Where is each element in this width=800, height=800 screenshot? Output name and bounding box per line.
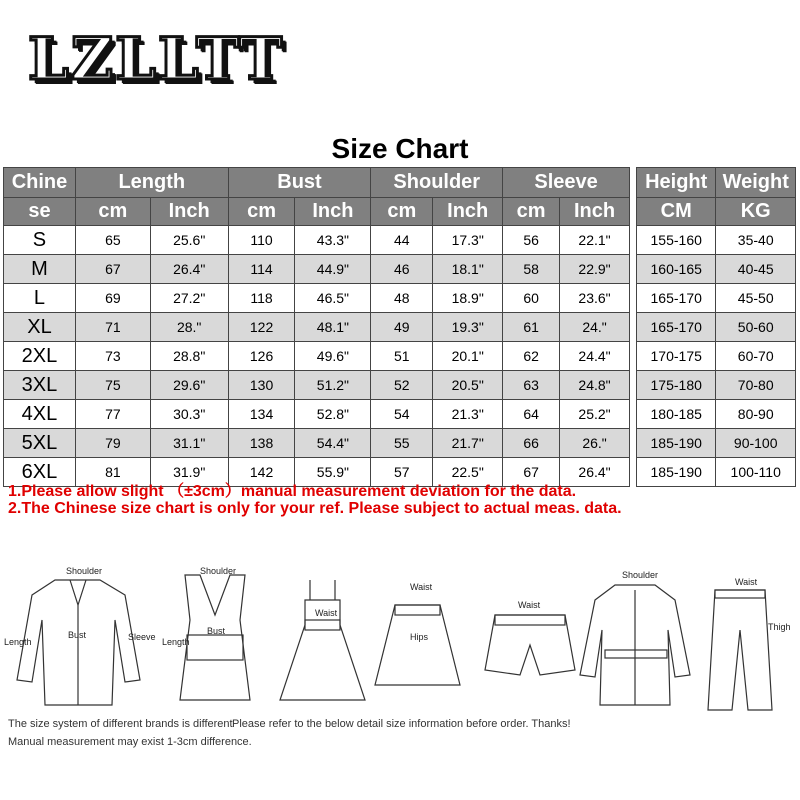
unit-header: cm — [228, 198, 295, 226]
measurement-cell: 64 — [503, 400, 560, 429]
table-row — [4, 313, 630, 342]
measurement-cell: 114 — [228, 255, 295, 284]
table-row — [4, 255, 630, 284]
table-row — [4, 342, 630, 371]
measurement-cell: 22.9" — [560, 255, 630, 284]
measurement-cell: 26." — [560, 429, 630, 458]
measurement-cell: 31.9" — [150, 458, 228, 487]
measurement-cell: 48.1" — [295, 313, 371, 342]
table-row — [4, 429, 630, 458]
shorts-illustration — [485, 615, 575, 675]
diagram-label-length: Length — [162, 637, 190, 647]
measurement-cell: 130 — [228, 371, 295, 400]
measurement-cell: 26.4" — [560, 458, 630, 487]
weight-cell: 40-45 — [716, 255, 796, 284]
measurement-cell: 52 — [371, 371, 433, 400]
table-row — [637, 255, 796, 284]
footer-note-measurement: Manual measurement may exist 1-3cm difference. — [8, 736, 252, 748]
measurement-cell: 110 — [228, 226, 295, 255]
diagram-label-waist: Waist — [410, 582, 433, 592]
measurement-cell: 48 — [371, 284, 433, 313]
pants-illustration — [708, 590, 772, 710]
measurement-cell: 27.2" — [150, 284, 228, 313]
measurement-cell: 51 — [371, 342, 433, 371]
measurement-cell: 60 — [503, 284, 560, 313]
size-cell: 6XL — [4, 458, 76, 487]
height-header: Height — [637, 168, 716, 198]
skirt-illustration — [375, 605, 460, 685]
group-header-bust: Bust — [228, 168, 371, 198]
measurement-cell: 77 — [75, 400, 150, 429]
table-row — [4, 400, 630, 429]
measurement-cell: 44.9" — [295, 255, 371, 284]
measurement-cell: 71 — [75, 313, 150, 342]
measurement-cell: 19.3" — [433, 313, 503, 342]
measurement-cell: 24.4" — [560, 342, 630, 371]
table-row — [637, 226, 796, 255]
table-row — [637, 400, 796, 429]
unit-header: Inch — [433, 198, 503, 226]
measurement-cell: 134 — [228, 400, 295, 429]
measurement-cell: 44 — [371, 226, 433, 255]
table-row — [637, 458, 796, 487]
table-row — [637, 342, 796, 371]
size-header-cont: se — [4, 198, 76, 226]
height-cell: 170-175 — [637, 342, 716, 371]
diagram-label-bust: Bust — [68, 630, 87, 640]
dress-illustration — [280, 580, 365, 700]
measurement-cell: 55.9" — [295, 458, 371, 487]
measurement-cell: 43.3" — [295, 226, 371, 255]
measurement-cell: 20.1" — [433, 342, 503, 371]
size-cell: S — [4, 226, 76, 255]
footer-note-refer: Please refer to the below detail size information before order. Thanks! — [232, 718, 571, 730]
unit-header: Inch — [560, 198, 630, 226]
size-cell: 3XL — [4, 371, 76, 400]
measurement-cell: 67 — [75, 255, 150, 284]
measurement-cell: 57 — [371, 458, 433, 487]
measurement-cell: 52.8" — [295, 400, 371, 429]
measurement-cell: 24.8" — [560, 371, 630, 400]
table-row — [4, 371, 630, 400]
measurement-cell: 18.1" — [433, 255, 503, 284]
measurement-cell: 29.6" — [150, 371, 228, 400]
unit-header: cm — [371, 198, 433, 226]
unit-header: KG — [716, 198, 796, 226]
diagram-label-bust: Bust — [207, 626, 226, 636]
measurement-cell: 66 — [503, 429, 560, 458]
unit-header: CM — [637, 198, 716, 226]
size-cell: L — [4, 284, 76, 313]
size-header: Chine — [4, 168, 76, 198]
measurement-cell: 21.3" — [433, 400, 503, 429]
measurement-cell: 49.6" — [295, 342, 371, 371]
measurement-cell: 49 — [371, 313, 433, 342]
note-2: 2.The Chinese size chart is only for your ref. Please subject to actual meas. data. — [8, 500, 622, 517]
unit-header: cm — [503, 198, 560, 226]
measurement-cell: 73 — [75, 342, 150, 371]
weight-cell: 80-90 — [716, 400, 796, 429]
diagram-label-waist: Waist — [315, 608, 338, 618]
measurement-cell: 122 — [228, 313, 295, 342]
weight-cell: 70-80 — [716, 371, 796, 400]
weight-cell: 50-60 — [716, 313, 796, 342]
measurement-cell: 54 — [371, 400, 433, 429]
group-header-sleeve: Sleeve — [503, 168, 630, 198]
measurement-cell: 22.1" — [560, 226, 630, 255]
table-row — [637, 371, 796, 400]
measurement-cell: 138 — [228, 429, 295, 458]
size-cell: XL — [4, 313, 76, 342]
unit-header: Inch — [295, 198, 371, 226]
measurement-cell: 26.4" — [150, 255, 228, 284]
group-header-shoulder: Shoulder — [371, 168, 503, 198]
diagram-label-sleeve: Sleeve — [128, 632, 156, 642]
height-cell: 155-160 — [637, 226, 716, 255]
vest-illustration — [180, 575, 250, 700]
shirt-illustration — [17, 580, 140, 705]
measurement-cell: 67 — [503, 458, 560, 487]
measurement-cell: 51.2" — [295, 371, 371, 400]
measurement-cell: 18.9" — [433, 284, 503, 313]
measurement-cell: 30.3" — [150, 400, 228, 429]
chart-title: Size Chart — [331, 133, 469, 164]
measurement-cell: 25.2" — [560, 400, 630, 429]
measurement-cell: 75 — [75, 371, 150, 400]
weight-header: Weight — [716, 168, 796, 198]
measurement-cell: 61 — [503, 313, 560, 342]
size-cell: 2XL — [4, 342, 76, 371]
height-cell: 165-170 — [637, 284, 716, 313]
unit-header: Inch — [150, 198, 228, 226]
measurement-cell: 54.4" — [295, 429, 371, 458]
diagram-label-waist: Waist — [518, 600, 541, 610]
measurement-cell: 22.5" — [433, 458, 503, 487]
unit-header: cm — [75, 198, 150, 226]
measurement-cell: 24." — [560, 313, 630, 342]
measurement-cell: 56 — [503, 226, 560, 255]
measurement-cell: 20.5" — [433, 371, 503, 400]
measurement-cell: 63 — [503, 371, 560, 400]
measurement-cell: 55 — [371, 429, 433, 458]
height-cell: 185-190 — [637, 429, 716, 458]
table-row — [637, 313, 796, 342]
brand-logo: LZLLTT — [28, 25, 285, 93]
measurement-cell: 21.7" — [433, 429, 503, 458]
measurement-cell: 65 — [75, 226, 150, 255]
height-cell: 165-170 — [637, 313, 716, 342]
measurement-cell: 31.1" — [150, 429, 228, 458]
measurement-cell: 17.3" — [433, 226, 503, 255]
weight-cell: 35-40 — [716, 226, 796, 255]
table-row — [4, 284, 630, 313]
height-cell: 160-165 — [637, 255, 716, 284]
weight-cell: 90-100 — [716, 429, 796, 458]
note-1: 1.Please allow slight （±3cm）manual measurement deviation for the data. — [8, 483, 577, 500]
table-row — [637, 284, 796, 313]
diagram-label-shoulder: Shoulder — [200, 566, 237, 576]
diagram-label-waist: Waist — [735, 577, 758, 587]
size-cell: M — [4, 255, 76, 284]
size-table — [3, 167, 630, 487]
measurement-cell: 25.6" — [150, 226, 228, 255]
group-header-length: Length — [75, 168, 228, 198]
measurement-cell: 28." — [150, 313, 228, 342]
measurement-cell: 23.6" — [560, 284, 630, 313]
diagram-label-shoulder: Shoulder — [66, 566, 103, 576]
measurement-cell: 46 — [371, 255, 433, 284]
diagram-label-shoulder: Shoulder — [622, 570, 659, 580]
measurement-cell: 28.8" — [150, 342, 228, 371]
measurement-cell: 46.5" — [295, 284, 371, 313]
height-cell: 185-190 — [637, 458, 716, 487]
diagram-label-thigh: Thigh — [768, 622, 791, 632]
coat-illustration — [580, 585, 690, 705]
weight-cell: 45-50 — [716, 284, 796, 313]
weight-cell: 100-110 — [716, 458, 796, 487]
diagram-label-hips: Hips — [410, 632, 429, 642]
measurement-cell: 126 — [228, 342, 295, 371]
weight-cell: 60-70 — [716, 342, 796, 371]
measurement-cell: 58 — [503, 255, 560, 284]
body-size-table — [636, 167, 796, 487]
table-row — [637, 429, 796, 458]
measurement-cell: 79 — [75, 429, 150, 458]
footer-note-brands: The size system of different brands is different — [8, 718, 233, 730]
height-cell: 180-185 — [637, 400, 716, 429]
measurement-cell: 69 — [75, 284, 150, 313]
height-cell: 175-180 — [637, 371, 716, 400]
diagram-label-length: Length — [4, 637, 32, 647]
measurement-cell: 118 — [228, 284, 295, 313]
measurement-diagrams — [0, 560, 800, 720]
size-cell: 5XL — [4, 429, 76, 458]
measurement-cell: 142 — [228, 458, 295, 487]
measurement-cell: 81 — [75, 458, 150, 487]
measurement-cell: 62 — [503, 342, 560, 371]
table-row — [4, 226, 630, 255]
size-cell: 4XL — [4, 400, 76, 429]
